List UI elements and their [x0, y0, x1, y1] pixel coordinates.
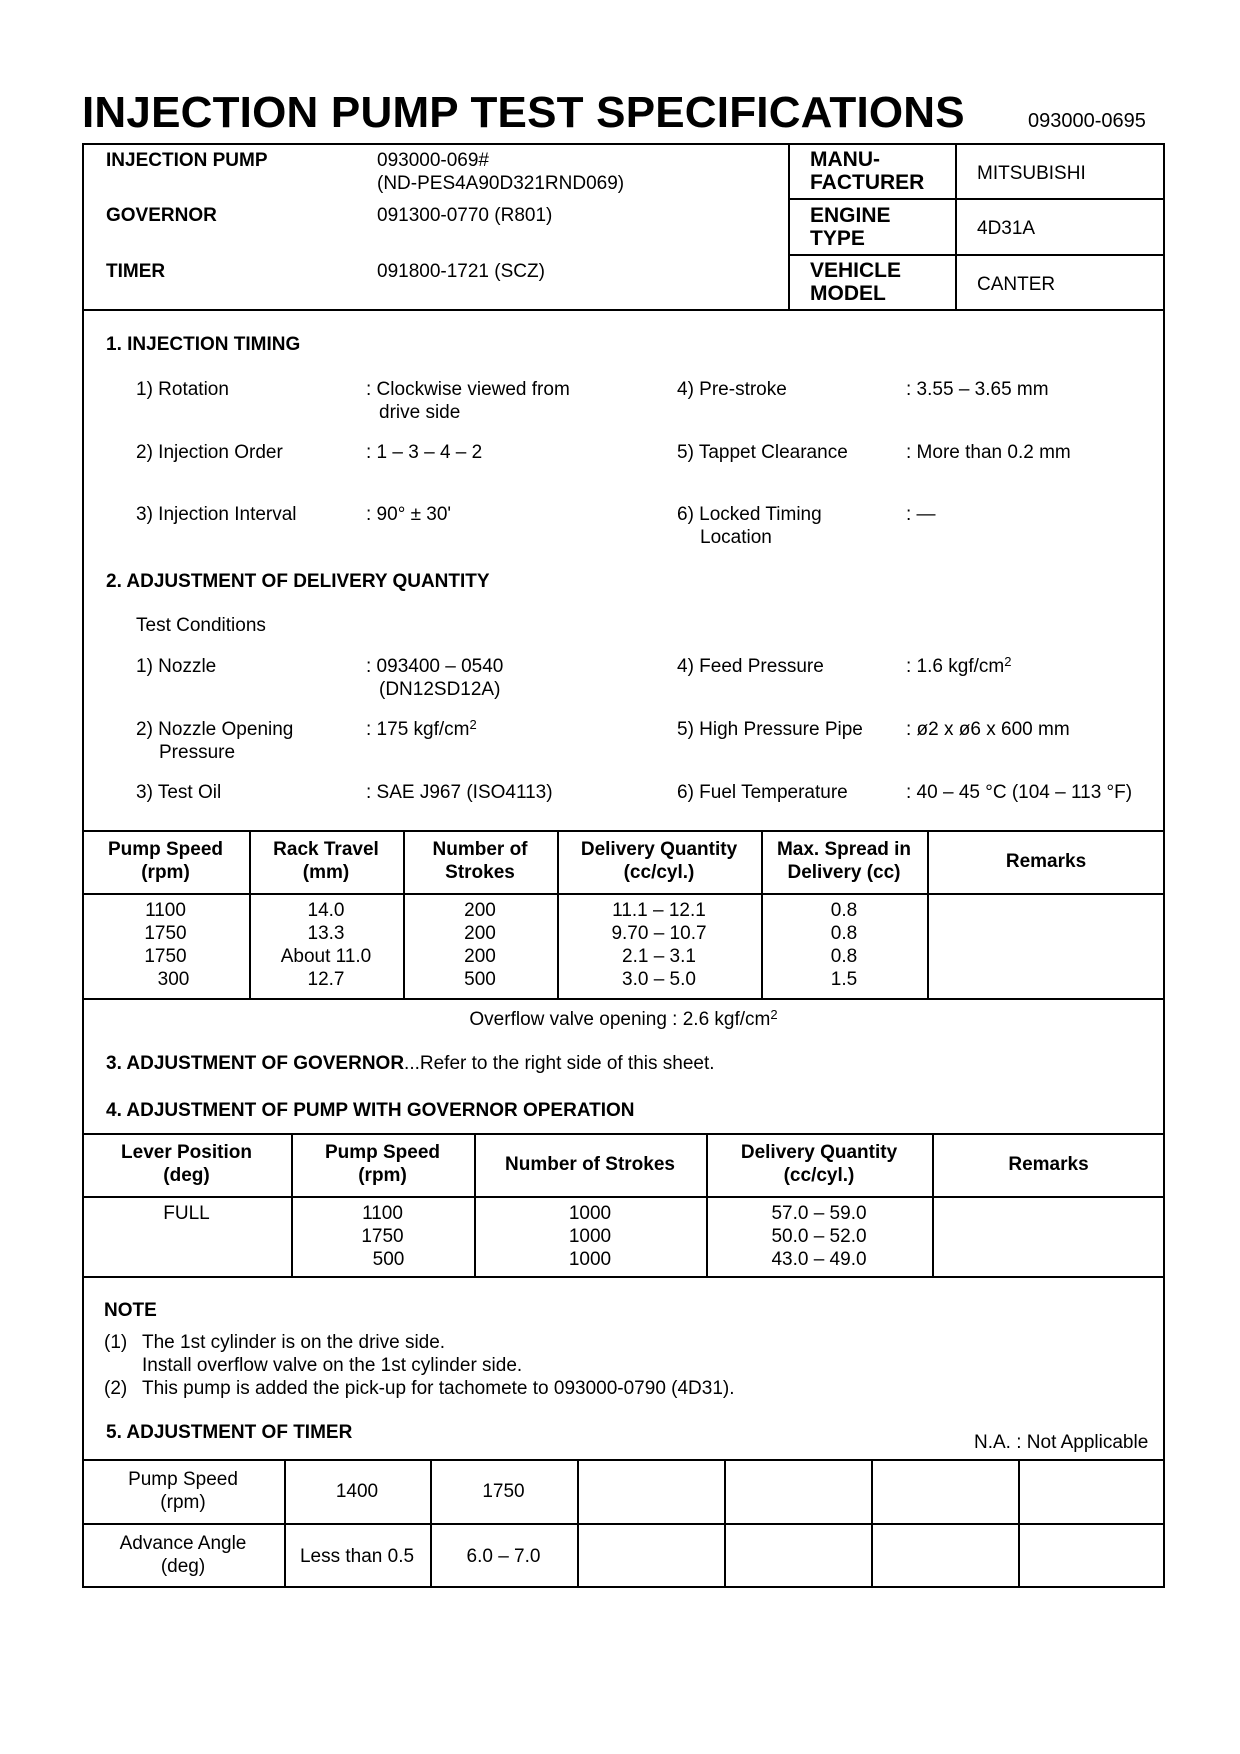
table-cell: 14.0 — [307, 900, 345, 921]
table-column-strokes — [474, 1202, 706, 1271]
table-cell: 50.0 – 52.0 — [771, 1226, 867, 1247]
header-row-rule — [788, 254, 1165, 256]
column-header-max-spread: Max. Spread in Delivery (cc) — [776, 839, 912, 883]
governor-value: 091300-0770 (R801) — [377, 205, 553, 226]
table-column-rule — [1018, 1459, 1020, 1588]
fuel-temperature-value: : 40 – 45 °C (104 – 113 °F) — [906, 782, 1133, 803]
table-cell: 43.0 – 49.0 — [771, 1249, 867, 1270]
table-rule — [82, 1276, 1165, 1278]
manufacturer-label-2: FACTURER — [810, 171, 925, 194]
rotation-value: : Clockwise viewed from — [366, 379, 570, 400]
engine-type-value: 4D31A — [977, 218, 1036, 239]
table-cell: 1750 — [361, 1226, 404, 1247]
table-cell: 1100 — [145, 900, 186, 921]
header-bottom-rule — [82, 309, 1165, 311]
note-heading: NOTE — [104, 1300, 157, 1321]
table-cell: 500 — [464, 969, 496, 990]
column-header-lever-position: Lever Position (deg) — [121, 1142, 252, 1186]
header-divider — [788, 143, 790, 309]
table-cell: 1750 — [144, 946, 187, 967]
column-header-delivery-quantity: Delivery Quantity (cc/cyl.) — [580, 839, 738, 883]
table-cell: 0.8 — [830, 923, 858, 944]
table-cell: 200 — [464, 900, 496, 921]
high-pressure-pipe-value: : ø2 x ø6 x 600 mm — [906, 719, 1070, 740]
nozzle-opening-label-2: Pressure — [159, 742, 236, 763]
note-2-line-1: This pump is added the pick-up for tachomete to 093000-0790 (4D31). — [142, 1378, 735, 1399]
page-title: INJECTION PUMP TEST SPECIFICATIONS — [82, 88, 965, 137]
table-rule — [82, 1133, 1165, 1135]
prestroke-value: : 3.55 – 3.65 mm — [906, 379, 1049, 400]
header-row-rule — [788, 198, 1165, 200]
table-cell: 1.5 — [830, 969, 858, 990]
injection-pump-model: (ND-PES4A90D321RND069) — [377, 173, 625, 194]
lever-position-value: FULL — [163, 1203, 210, 1224]
document-number: 093000-0695 — [1028, 110, 1146, 132]
column-header-rack-travel: Rack Travel (mm) — [273, 839, 379, 883]
feed-pressure-label: 4) Feed Pressure — [677, 656, 824, 677]
injection-order-value: : 1 – 3 – 4 – 2 — [366, 442, 483, 463]
table-cell: 500 — [372, 1249, 405, 1270]
section-4-heading: 4. ADJUSTMENT OF PUMP WITH GOVERNOR OPERATION — [106, 1100, 635, 1121]
note-1-number: (1) — [104, 1332, 128, 1353]
prestroke-label: 4) Pre-stroke — [677, 379, 787, 400]
table-column-rack-travel — [249, 899, 403, 991]
overflow-valve-note: Overflow valve opening : 2.6 kgf/$cm^2$ — [469, 1007, 778, 1030]
table-rule — [82, 830, 1165, 832]
table-column-rule — [284, 1459, 286, 1588]
table-cell: 2.1 – 3.1 — [622, 946, 696, 967]
governor-label: GOVERNOR — [106, 205, 217, 226]
table-cell: 1000 — [568, 1226, 612, 1247]
nozzle-value-2: (DN12SD12A) — [379, 679, 501, 700]
nozzle-opening-value: : 175 kgf/$cm^2$ — [366, 717, 477, 740]
feed-pressure-value: : 1.6 kgf/$cm^2$ — [906, 654, 1012, 677]
table-cell: 6.0 – 7.0 — [466, 1546, 541, 1567]
table-cell: Less than 0.5 — [299, 1546, 415, 1567]
tappet-clearance-label: 5) Tappet Clearance — [677, 442, 848, 463]
table-cell: 11.1 – 12.1 — [612, 900, 706, 921]
table-cell: 300 — [157, 969, 190, 990]
table-cell: 57.0 – 59.0 — [771, 1203, 867, 1224]
injection-pump-label: INJECTION PUMP — [106, 150, 268, 171]
section-1-heading: 1. INJECTION TIMING — [106, 334, 301, 355]
section-5-heading: 5. ADJUSTMENT OF TIMER — [106, 1422, 353, 1443]
table-cell: 1000 — [568, 1249, 612, 1270]
table-cell: 0.8 — [830, 946, 858, 967]
nozzle-value: : 093400 – 0540 — [366, 656, 504, 677]
injection-pump-value: 093000-069# — [377, 150, 489, 171]
locked-timing-label: 6) Locked Timing — [677, 504, 822, 525]
table-rule — [82, 1523, 1165, 1525]
table-cell: 1750 — [144, 923, 187, 944]
column-header-strokes: Number of Strokes — [505, 1154, 675, 1175]
table-cell: About 11.0 — [280, 946, 372, 967]
table-column-rule — [724, 1459, 726, 1588]
table-column-pump-speed — [82, 899, 249, 991]
table-rule — [82, 998, 1165, 1000]
header-divider — [955, 143, 957, 309]
table-column-rule — [430, 1459, 432, 1588]
table-cell: 3.0 – 5.0 — [622, 969, 696, 990]
table-cell: 1400 — [335, 1481, 379, 1502]
timer-value: 091800-1721 (SCZ) — [377, 261, 545, 282]
table-column-rule — [871, 1459, 873, 1588]
engine-type-label: ENGINE — [810, 204, 891, 227]
fuel-temperature-label: 6) Fuel Temperature — [677, 782, 848, 803]
table-cell: 1000 — [568, 1203, 612, 1224]
table-cell: 200 — [464, 946, 496, 967]
locked-timing-label-2: Location — [700, 527, 772, 548]
table-cell: 1750 — [482, 1481, 525, 1502]
test-oil-value: : SAE J967 (ISO4113) — [366, 782, 553, 803]
note-1-line-2: Install overflow valve on the 1st cylinder side. — [142, 1355, 523, 1376]
test-conditions-label: Test Conditions — [136, 615, 266, 636]
table-cell: 200 — [464, 923, 496, 944]
vehicle-model-value: CANTER — [977, 274, 1056, 295]
table-rule — [82, 1196, 1165, 1198]
table-cell: 13.3 — [307, 923, 345, 944]
manufacturer-label: MANU- — [810, 148, 880, 171]
table-cell: 1100 — [362, 1203, 403, 1224]
table-cell: 9.70 – 10.7 — [611, 923, 707, 944]
table-column-rule — [577, 1459, 579, 1588]
table-column-delivery-quantity — [557, 899, 761, 991]
table-column-max-spread — [761, 899, 927, 991]
high-pressure-pipe-label: 5) High Pressure Pipe — [677, 719, 863, 740]
section-2-heading: 2. ADJUSTMENT OF DELIVERY QUANTITY — [106, 571, 490, 592]
test-oil-label: 3) Test Oil — [136, 782, 222, 803]
timer-pump-speed-label: Pump Speed (rpm) — [128, 1469, 238, 1513]
table-column-delivery-quantity — [706, 1202, 932, 1271]
table-column-strokes — [403, 899, 557, 991]
timer-advance-angle-label: Advance Angle (deg) — [119, 1533, 247, 1577]
vehicle-model-label: VEHICLE — [810, 259, 902, 282]
table-cell: 0.8 — [830, 900, 858, 921]
section-3-heading: 3. ADJUSTMENT OF GOVERNOR...Refer to the right side of this sheet. — [106, 1053, 715, 1074]
table-rule — [82, 893, 1165, 895]
table-cell: 12.7 — [307, 969, 345, 990]
locked-timing-value: : — — [906, 504, 936, 525]
timer-label: TIMER — [106, 261, 166, 282]
column-header-pump-speed: Pump Speed (rpm) — [324, 1142, 441, 1186]
engine-type-label-2: TYPE — [810, 227, 865, 250]
rotation-label: 1) Rotation — [136, 379, 229, 400]
not-applicable-legend: N.A. : Not Applicable — [974, 1432, 1149, 1453]
column-header-remarks: Remarks — [1008, 1154, 1089, 1175]
column-header-remarks: Remarks — [1005, 851, 1087, 872]
rotation-value-2: drive side — [379, 402, 461, 423]
note-1-line-1: The 1st cylinder is on the drive side. — [142, 1332, 446, 1353]
column-header-strokes: Number of Strokes — [432, 839, 528, 883]
nozzle-label: 1) Nozzle — [136, 656, 217, 677]
column-header-pump-speed: Pump Speed (rpm) — [107, 839, 224, 883]
table-rule — [82, 1459, 1165, 1461]
manufacturer-value: MITSUBISHI — [977, 163, 1086, 184]
table-column-pump-speed — [291, 1202, 474, 1271]
column-header-delivery-quantity: Delivery Quantity (cc/cyl.) — [740, 1142, 898, 1186]
injection-interval-value: : 90° ± 30' — [366, 504, 452, 525]
injection-order-label: 2) Injection Order — [136, 442, 283, 463]
nozzle-opening-label: 2) Nozzle Opening — [136, 719, 294, 740]
tappet-clearance-value: : More than 0.2 mm — [906, 442, 1071, 463]
note-2-number: (2) — [104, 1378, 128, 1399]
vehicle-model-label-2: MODEL — [810, 282, 886, 305]
injection-interval-label: 3) Injection Interval — [136, 504, 297, 525]
